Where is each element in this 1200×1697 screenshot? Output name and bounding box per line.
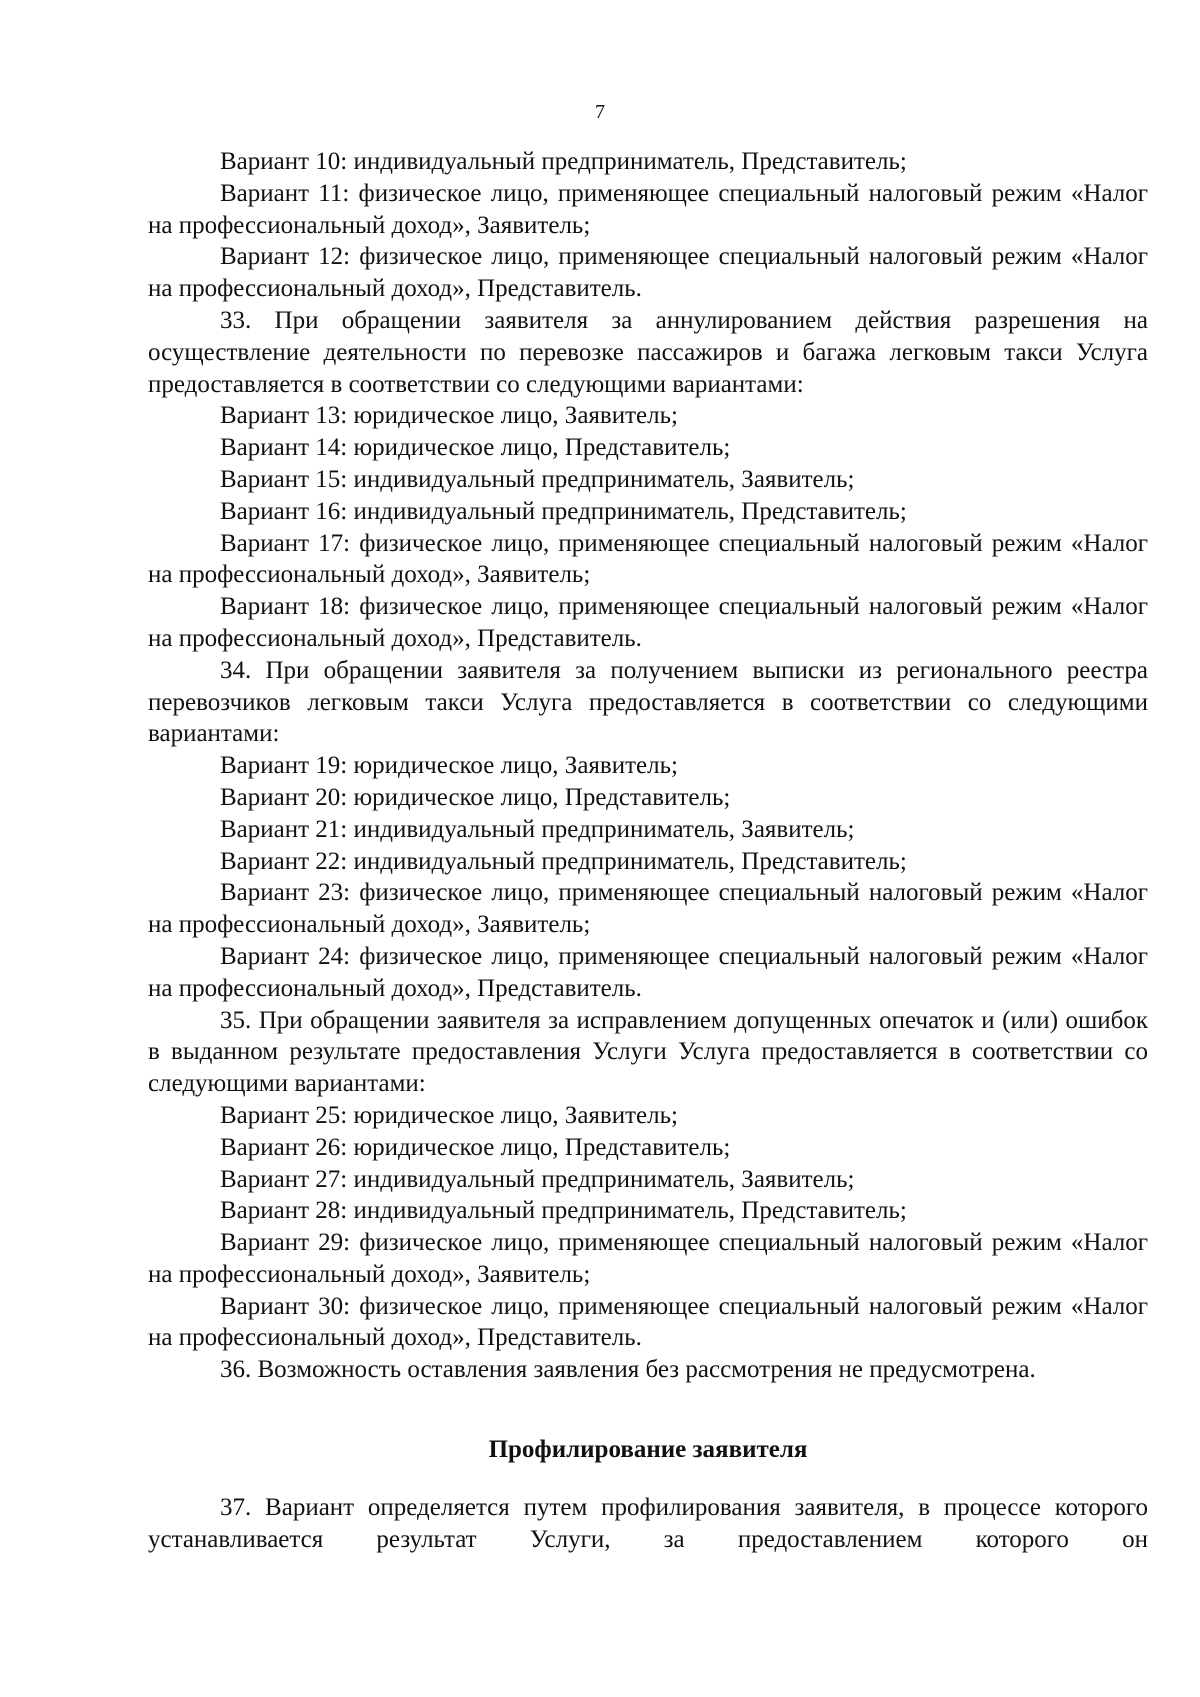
paragraph-variant-28: Вариант 28: индивидуальный предприниматель, Представитель; (220, 1197, 907, 1225)
paragraph-variant-17: Вариант 17: физическое лицо, применяющее специальный налоговый режим «Налог на профессиональный доход», Заявитель; (148, 529, 1148, 589)
paragraph-variant-10: Вариант 10: индивидуальный предприниматель, Представитель; (220, 148, 907, 175)
paragraph-variant-12: Вариант 12: физическое лицо, применяющее специальный налоговый режим «Налог на профессиональный доход», Представитель. (148, 243, 1148, 303)
paragraph-variant-15: Вариант 15: индивидуальный предприниматель, Заявитель; (220, 465, 855, 493)
paragraph-variant-24: Вариант 24: физическое лицо, применяющее специальный налоговый режим «Налог на профессиональный доход», Представитель. (148, 942, 1148, 1002)
section-heading: Профилирование заявителя (488, 1436, 808, 1464)
paragraph-variant-20: Вариант 20: юридическое лицо, Представитель; (220, 783, 731, 811)
paragraph-variant-13: Вариант 13: юридическое лицо, Заявитель; (220, 402, 678, 430)
paragraph-variant-21: Вариант 21: индивидуальный предприниматель, Заявитель; (220, 815, 855, 843)
paragraph-item-36: 36. Возможность оставления заявления без рассмотрения не предусмотрена. (220, 1356, 1036, 1384)
paragraph-item-34: 34. При обращении заявителя за получением выписки из регионального реестра перевозчиков легковым такси Услуга предоставляется в соответствии со следующими вариантами: (148, 656, 1148, 748)
document-body (148, 146, 1148, 1555)
paragraph-variant-27: Вариант 27: индивидуальный предприниматель, Заявитель; (220, 1165, 855, 1193)
paragraph-variant-26: Вариант 26: юридическое лицо, Представитель; (220, 1133, 731, 1161)
paragraph-variant-22: Вариант 22: индивидуальный предприниматель, Представитель; (220, 847, 907, 875)
paragraph-variant-25: Вариант 25: юридическое лицо, Заявитель; (220, 1101, 678, 1129)
page-number: 7 (595, 101, 605, 123)
paragraph-item-37: 37. Вариант определяется путем профилирования заявителя, в процессе которого устанавливается результат Услуги, за предоставлением которого он (148, 1493, 1148, 1553)
paragraph-variant-18: Вариант 18: физическое лицо, применяющее специальный налоговый режим «Налог на профессиональный доход», Представитель. (148, 593, 1148, 652)
paragraph-variant-30: Вариант 30: физическое лицо, применяющее специальный налоговый режим «Налог на профессиональный доход», Представитель. (148, 1292, 1148, 1352)
paragraph-variant-29: Вариант 29: физическое лицо, применяющее специальный налоговый режим «Налог на профессиональный доход», Заявитель; (148, 1229, 1148, 1288)
paragraph-variant-14: Вариант 14: юридическое лицо, Представитель; (220, 434, 731, 462)
paragraph-variant-23: Вариант 23: физическое лицо, применяющее специальный налоговый режим «Налог на профессиональный доход», Заявитель; (148, 879, 1148, 939)
paragraph-variant-19: Вариант 19: юридическое лицо, Заявитель; (220, 752, 678, 780)
paragraph-item-35: 35. При обращении заявителя за исправлением допущенных опечаток и (или) ошибок в выданном результате предоставления Услуги Услуга предоставляется в соответствии со следующими вариантами: (148, 1006, 1148, 1098)
paragraph-variant-11: Вариант 11: физическое лицо, применяющее специальный налоговый режим «Налог на профессиональный доход», Заявитель; (148, 179, 1148, 239)
paragraph-item-33: 33. При обращении заявителя за аннулированием действия разрешения на осуществление деятельности по перевозке пассажиров и багажа легковым такси Услуга предоставляется в соответствии со следующими вариантами: (148, 306, 1148, 398)
paragraph-variant-16: Вариант 16: индивидуальный предприниматель, Представитель; (220, 497, 907, 525)
